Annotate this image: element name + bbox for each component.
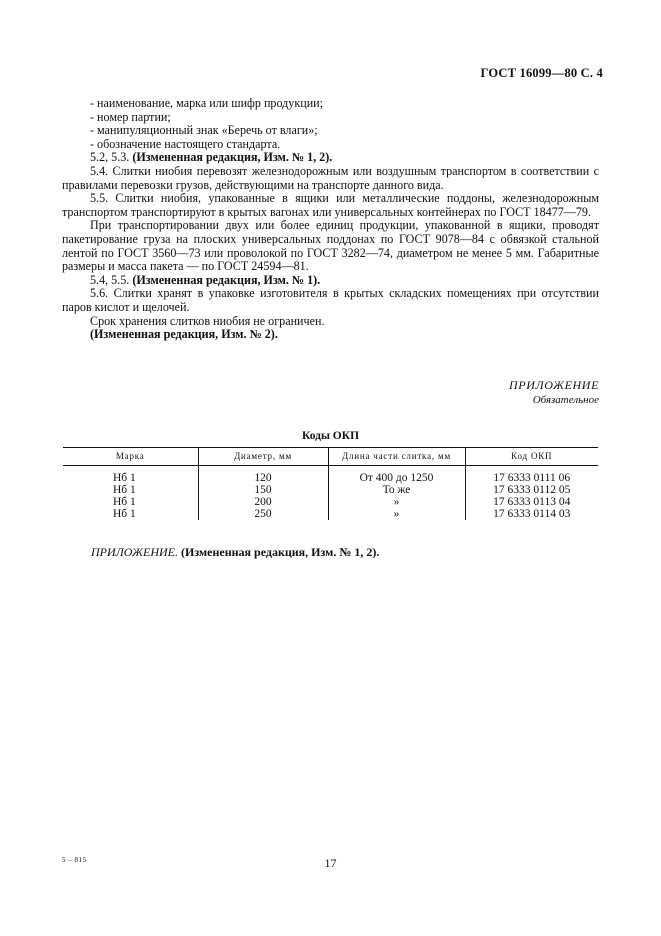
cell-diameter: 120: [198, 466, 328, 485]
appendix-note-label: ПРИЛОЖЕНИЕ.: [91, 545, 178, 559]
cell-mark: Нб 1: [63, 508, 198, 520]
cell-okp-code: 17 6333 0112 05: [493, 484, 571, 496]
revision-note-1: [62, 151, 599, 165]
appendix-note-bold: (Измененная редакция, Изм. № 1, 2).: [177, 545, 380, 559]
list-item: - обозначение настоящего стандарта.: [90, 136, 281, 151]
print-code: 5 – 815: [62, 856, 87, 864]
table-row: [63, 496, 598, 508]
appendix-subtitle: Обязательное: [532, 394, 599, 406]
cell-okp-code: 17 6333 0113 04: [493, 496, 571, 508]
section-5-text: [62, 97, 599, 342]
table-row: [63, 508, 598, 520]
revision-note-bold: (Измененная редакция, Изм. № 1).: [132, 272, 321, 287]
page-header: ГОСТ 16099—80 С. 4: [480, 66, 603, 80]
appendix-revision-note: [91, 545, 379, 560]
paragraph-5-6: 5.6. Слитки хранят в упаковке изготовителя в крытых складских помещениях при отсутствии паров кислот и щелочей.: [62, 286, 599, 314]
cell-diameter: 250: [198, 508, 328, 520]
appendix-heading: [509, 378, 599, 406]
list-item: - манипуляционный знак «Беречь от влаги»;: [90, 123, 318, 138]
revision-note-bold: (Измененная редакция, Изм. № 1, 2).: [132, 150, 333, 165]
cell-mark: Нб 1: [63, 484, 198, 496]
cell-length: »: [328, 496, 465, 508]
table-header-row: [63, 448, 598, 466]
cell-length: От 400 до 1250: [328, 466, 465, 485]
revision-note-2: [62, 274, 599, 288]
revision-note-prefix: 5.2, 5.3.: [90, 150, 133, 165]
cell-okp-code: 17 6333 0111 06: [493, 472, 571, 484]
paragraph-packaging: При транспортировании двух или более единиц продукции, упакованной в ящики, проводят пакетирование груза на плоских универсальных поддонах по ГОСТ 9078—84 с обвязкой стальной лентой по ГОСТ 3560—73 или проволокой по ГОСТ 3282—74, диаметром не менее 5 мм. Габаритные размеры и масса пакета — по ГОСТ 24594—81.: [62, 218, 599, 274]
column-header-length: Длина части слитка, мм: [328, 448, 465, 466]
cell-length: То же: [328, 484, 465, 496]
appendix-title: ПРИЛОЖЕНИЕ: [509, 378, 599, 392]
table-row: [63, 484, 598, 496]
list-item: - номер партии;: [90, 109, 171, 124]
paragraph-storage-term: Срок хранения слитков ниобия не ограничен.: [90, 313, 325, 328]
list-item: - наименование, марка или шифр продукции;: [90, 96, 324, 110]
cell-diameter: 200: [198, 496, 328, 508]
table-title: Коды ОКП: [301, 430, 360, 442]
okp-codes-table: [63, 447, 598, 520]
cell-mark: Нб 1: [63, 466, 198, 485]
revision-note-prefix: 5.4, 5.5.: [90, 272, 133, 287]
cell-length: »: [328, 508, 465, 520]
page-number: 17: [324, 856, 337, 870]
paragraph-5-4: 5.4. Слитки ниобия перевозят железнодорожным или воздушным транспортом в соответствии с правилами перевозки грузов, действующими на транспорте данного вида.: [62, 163, 599, 192]
column-header-mark: Марка: [63, 448, 198, 466]
revision-note-3: (Измененная редакция, Изм. № 2).: [90, 327, 278, 342]
cell-okp-code: 17 6333 0114 03: [493, 508, 571, 520]
cell-mark: Нб 1: [63, 496, 198, 508]
column-header-okp-code: Код ОКП: [465, 448, 598, 466]
column-header-diameter: Диаметр, мм: [198, 448, 328, 466]
paragraph-5-5: 5.5. Слитки ниобия, упакованные в ящики или металлические поддоны, железнодорожным транспортом транспортируют в крытых вагонах или универсальных контейнерах по ГОСТ 18477—79.: [62, 191, 599, 219]
table-row: [63, 466, 598, 485]
cell-diameter: 150: [198, 484, 328, 496]
